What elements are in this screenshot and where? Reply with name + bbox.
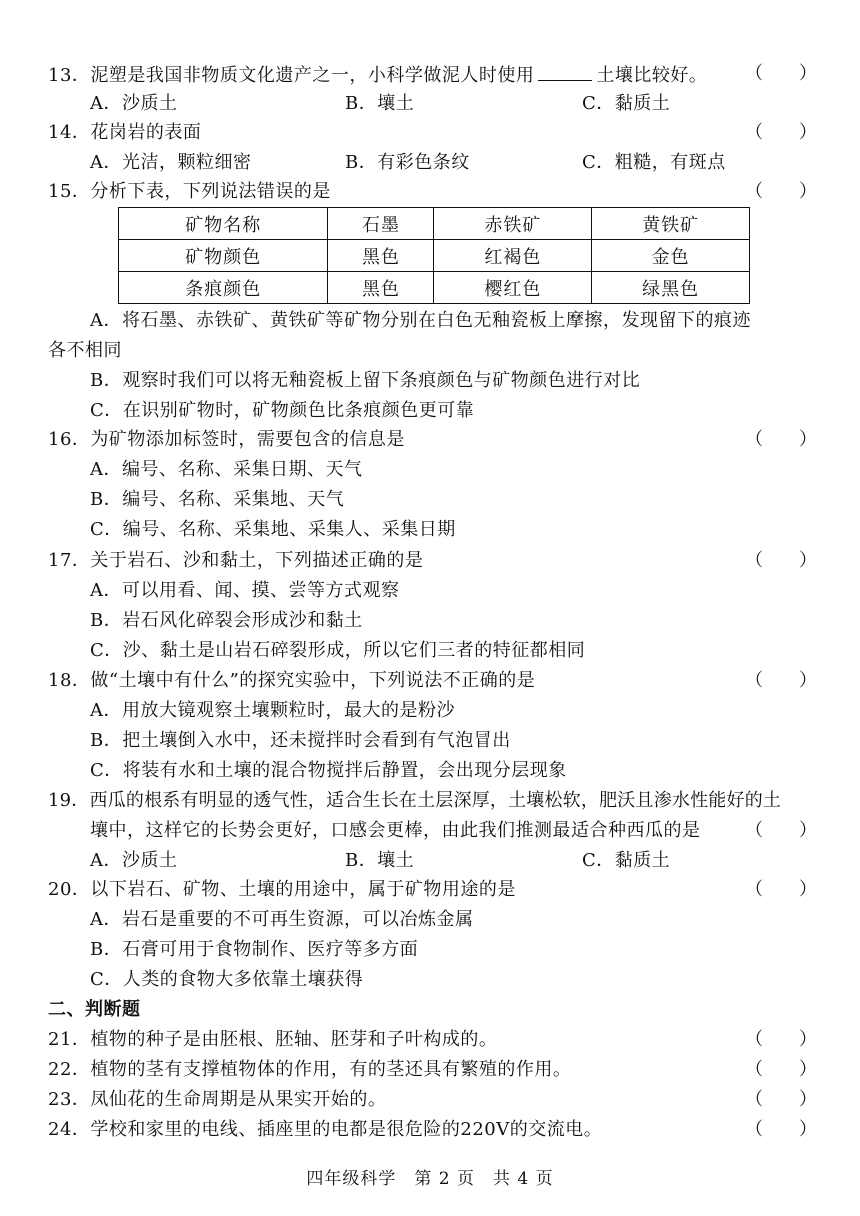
q19-option-b: B．壤土 <box>345 850 415 871</box>
q18-option-c: C．将装有水和土壤的混合物搅拌后静置，会出现分层现象 <box>90 760 567 781</box>
q22-stem: 22．植物的茎有支撑植物体的作用，有的茎还具有繁殖的作用。 <box>48 1059 572 1080</box>
q14-option-b: B．有彩色条纹 <box>345 152 470 173</box>
q17-option-c: C．沙、黏土是山岩石碎裂形成，所以它们三者的特征都相同 <box>90 640 586 661</box>
q17-answer-paren[interactable]: （ ） <box>745 550 817 571</box>
table-cell: 黄铁矿 <box>592 208 750 240</box>
q16-option-c: C．编号、名称、采集地、采集人、采集日期 <box>90 519 456 540</box>
section-heading-judgement: 二、判断题 <box>48 999 141 1020</box>
table-cell: 金色 <box>592 240 750 272</box>
q16-stem: 16．为矿物添加标签时，需要包含的信息是 <box>48 429 405 450</box>
q19-stem-line1: 19．西瓜的根系有明显的透气性，适合生长在土层深厚，土壤松软，肥沃且渗水性能好的土 <box>48 790 782 811</box>
q22-answer-paren[interactable]: （ ） <box>745 1059 817 1080</box>
q15-option-a-line2: 各不相同 <box>48 340 122 361</box>
table-cell: 黑色 <box>328 272 434 304</box>
table-row <box>119 240 750 272</box>
q16-answer-paren[interactable]: （ ） <box>745 429 817 450</box>
page-footer: 四年级科学 第 2 页 共 4 页 <box>306 1169 554 1189</box>
table-cell: 红褐色 <box>434 240 592 272</box>
q19-answer-paren[interactable]: （ ） <box>745 820 817 841</box>
q21-answer-paren[interactable]: （ ） <box>745 1029 817 1050</box>
q20-answer-paren[interactable]: （ ） <box>745 879 817 900</box>
q17-option-b: B．岩石风化碎裂会形成沙和黏土 <box>90 610 363 631</box>
q13-option-c: C．黏质土 <box>582 93 671 114</box>
q24-answer-paren[interactable]: （ ） <box>745 1119 817 1140</box>
q19-option-a: A．沙质土 <box>90 850 178 871</box>
table-cell: 矿物颜色 <box>119 240 328 272</box>
q19-option-c: C．黏质土 <box>582 850 671 871</box>
q13-answer-blank[interactable] <box>538 62 592 81</box>
table-cell: 樱红色 <box>434 272 592 304</box>
table-cell: 赤铁矿 <box>434 208 592 240</box>
q13-answer-paren[interactable]: （ ） <box>745 63 817 84</box>
q20-stem: 20．以下岩石、矿物、土壤的用途中，属于矿物用途的是 <box>48 879 516 900</box>
q23-stem: 23．凤仙花的生命周期是从果实开始的。 <box>48 1089 387 1110</box>
table-cell: 条痕颜色 <box>119 272 328 304</box>
q24-stem: 24．学校和家里的电线、插座里的电都是很危险的220V的交流电。 <box>48 1119 603 1140</box>
table-cell: 石墨 <box>328 208 434 240</box>
table-row <box>119 272 750 304</box>
q20-option-a: A．岩石是重要的不可再生资源，可以冶炼金属 <box>90 909 474 930</box>
q15-option-c: C．在识别矿物时，矿物颜色比条痕颜色更可靠 <box>90 400 475 421</box>
q14-option-a: A．光洁，颗粒细密 <box>90 152 252 173</box>
q23-answer-paren[interactable]: （ ） <box>745 1089 817 1110</box>
table-cell: 绿黑色 <box>592 272 750 304</box>
q16-option-a: A．编号、名称、采集日期、天气 <box>90 459 363 480</box>
q15-answer-paren[interactable]: （ ） <box>745 181 817 202</box>
q13-stem <box>48 62 707 88</box>
q20-option-b: B．石膏可用于食物制作、医疗等多方面 <box>90 939 419 960</box>
q13-stem-before: 13．泥塑是我国非物质文化遗产之一，小科学做泥人时使用 <box>48 65 535 86</box>
q13-option-b: B．壤土 <box>345 93 415 114</box>
table-cell: 黑色 <box>328 240 434 272</box>
q14-answer-paren[interactable]: （ ） <box>745 122 817 143</box>
table-row <box>119 208 750 240</box>
q15-option-a-line1: A．将石墨、赤铁矿、黄铁矿等矿物分别在白色无釉瓷板上摩擦，发现留下的痕迹 <box>90 310 751 331</box>
q16-option-b: B．编号、名称、采集地、天气 <box>90 489 345 510</box>
q18-option-a: A．用放大镜观察土壤颗粒时，最大的是粉沙 <box>90 700 455 721</box>
q18-answer-paren[interactable]: （ ） <box>745 670 817 691</box>
q17-option-a: A．可以用看、闻、摸、尝等方式观察 <box>90 580 400 601</box>
q13-stem-after: 土壤比较好。 <box>596 65 708 86</box>
q18-option-b: B．把土壤倒入水中，还未搅拌时会看到有气泡冒出 <box>90 730 511 751</box>
table-cell: 矿物名称 <box>119 208 328 240</box>
q15-stem: 15．分析下表，下列说法错误的是 <box>48 181 331 202</box>
q20-option-c: C．人类的食物大多依靠土壤获得 <box>90 969 364 990</box>
q17-stem: 17．关于岩石、沙和黏土，下列描述正确的是 <box>48 550 424 571</box>
q15-option-b: B．观察时我们可以将无釉瓷板上留下条痕颜色与矿物颜色进行对比 <box>90 370 641 391</box>
q13-option-a: A．沙质土 <box>90 93 178 114</box>
q19-stem-line2: 壤中，这样它的长势会更好，口感会更棒，由此我们推测最适合种西瓜的是 <box>90 820 701 841</box>
q14-option-c: C．粗糙，有斑点 <box>582 152 726 173</box>
q18-stem: 18．做“土壤中有什么”的探究实验中，下列说法不正确的是 <box>48 670 536 691</box>
q21-stem: 21．植物的种子是由胚根、胚轴、胚芽和子叶构成的。 <box>48 1029 498 1050</box>
q14-stem: 14．花岗岩的表面 <box>48 122 202 143</box>
mineral-table <box>118 207 750 304</box>
